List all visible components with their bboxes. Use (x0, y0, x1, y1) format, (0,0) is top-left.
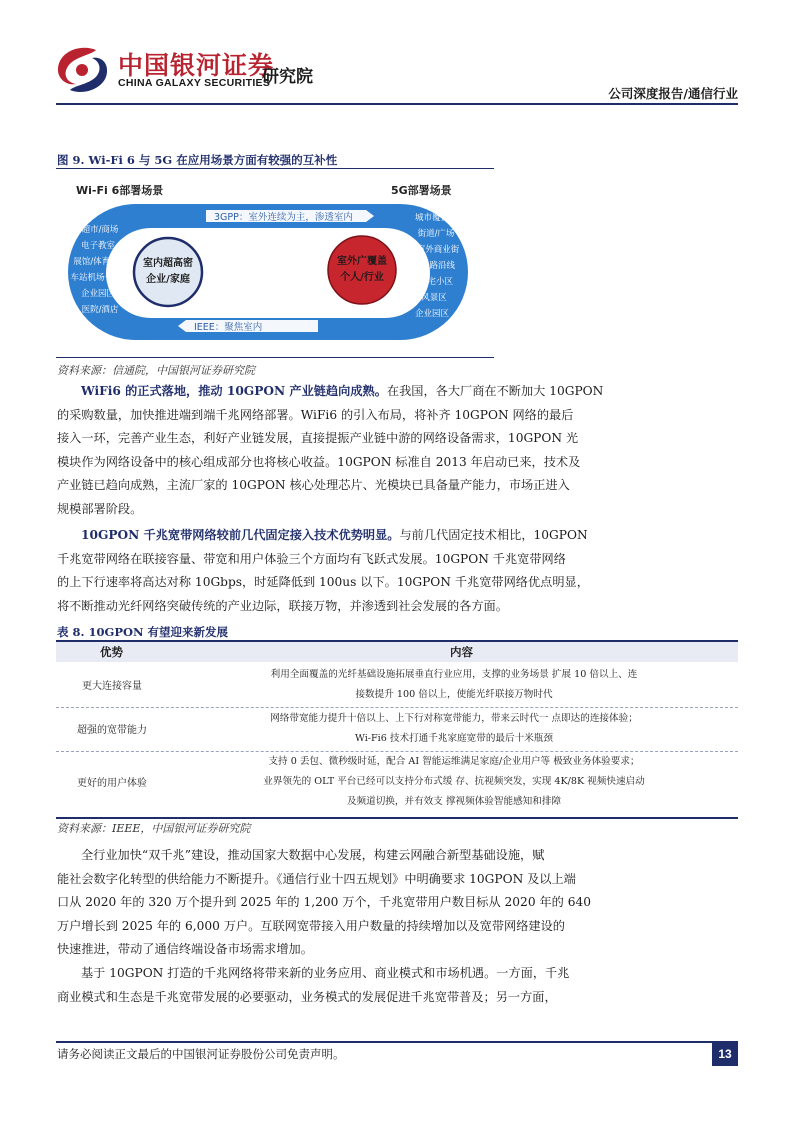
table-row: 更好的用户体验 支持 0 丢包、微秒级时延，配合 AI 智能运维满足家庭/企业用户等 极致业务体验要求； 业界领先的 OLT 平台已经可以支持分布式缓 存、抗视频突发，实现 4K/8K 视频快速启动 及频道切换，并有效支 撑视频体验智能感知和排障 (77, 756, 645, 807)
left-title: Wi-Fi 6部署场景 (76, 184, 164, 197)
right-item: 公路沿线 (420, 261, 456, 271)
right-item: 风景区 (421, 293, 447, 303)
paragraph-10gpon-advantage: 10GPON 千兆宽带网络较前几代固定接入技术优势明显。与前几代固定技术相比，10GPON 千兆宽带网络在联接容量、带宽和用户体验三个方面均有飞跃式发展。10GPON 千兆宽带网络 的上下行速率将高达对称 10Gbps，时延降低到 100us 以下。10GPON 千兆宽带网络优点明显， 将不断推动光纤网络突破传统的产业边际，联接万物，并渗透到社会发展的各方面。 (57, 528, 589, 613)
page-number: 13 (712, 1042, 738, 1066)
left-circle-line1: 室内超高密 (143, 258, 193, 269)
paragraph-dual-gigabit: 全行业加快“双千兆”建设，推动国家大数据中心发展，构建云网融合新型基础设施，赋 能社会数字化转型的供给能力不断提升。《通信行业十四五规划》中明确要求 10GPON 及以上端 口从 2020 年的 320 万个提升到 2025 年的 1,200 万个，千兆宽带用户数目标从 2020 年的 640 万户增长到 2025 年的 6,000 万户。互联网宽带接入用户数量的持续增加以及宽带网络建设的 快速推进，带动了通信终端设备市场需求增加。 (57, 848, 591, 956)
paragraph-wifi6: WiFi6 的正式落地，推动 10GPON 产业链趋向成熟。在我国，各大厂商在不断加大 10GPON 的采购数量，加快推进端到端千兆网络部署。WiFi6 的引入布局，将补齐 10GPON 网络的最后 接入一环，完善产业生态，利好产业链发展，直接提振产业链中游的网络设备需求，10GPON 光 模块作为网络设备中的核心组成部分也将核心收益。10GPON 标准自 2013 年启动已来，技术及 产业链已趋向成熟，主流厂家的 10GPON 核心处理芯片、光模块已具备量产能力，市场正进入 规模部署阶段。 (57, 384, 604, 516)
footer-divider (56, 1041, 738, 1043)
table-header (56, 642, 738, 662)
right-item: 室外商业街 (416, 245, 460, 255)
left-item: 电子教室 (80, 241, 116, 251)
left-item: 展馆/体育馆 (73, 257, 119, 267)
left-circle-line2: 企业/家庭 (146, 274, 190, 285)
bottom-arrow-label: IEEE：聚焦室内 (194, 322, 263, 333)
right-item: 城市覆盖 (414, 213, 450, 223)
header-divider (56, 103, 738, 105)
header-content: 内容 (450, 645, 473, 659)
5g-scene-circle (328, 236, 396, 304)
company-name-en: CHINA GALAXY SECURITIES (118, 77, 271, 89)
table-row: 更大连接容量 利用全面覆盖的光纤基础设施拓展垂直行业应用，支撑的业务场景 扩展 10 倍以上、连 接数提升 100 倍以上，使能光纤联接万物时代 (82, 669, 638, 700)
top-arrow-label: 3GPP：室外连续为主，渗透室内 (214, 212, 353, 223)
institute-label: 研究院 (262, 67, 313, 87)
table-bottom-rule (56, 817, 738, 819)
wifi6-scene-circle (134, 238, 202, 306)
right-item: 街道/广场 (417, 229, 455, 239)
right-title: 5G部署场景 (391, 184, 452, 197)
table-row: 超强的宽带能力 网络带宽能力提升十倍以上、上下行对称宽带能力，带来云时代一 点即达的连接体验； Wi-Fi6 技术打通千兆家庭宽带的最后十米瓶颈 (77, 713, 638, 744)
report-type: 公司深度报告/通信行业 (608, 86, 738, 101)
footer-disclaimer: 请务必阅读正文最后的中国银河证券股份公司免责声明。 (57, 1047, 345, 1061)
wifi6-5g-diagram (56, 170, 496, 358)
figure-bottom-rule (56, 357, 494, 358)
company-name-cn: 中国银河证券 (118, 51, 275, 80)
paragraph-business-model: 基于 10GPON 打造的千兆网络将带来新的业务应用、商业模式和市场机遇。一方面，千兆 商业模式和生态是千兆宽带发展的必要驱动，业务模式的发展促进千兆宽带普及；另一方面， (57, 966, 570, 1004)
left-item: 车站机场仓储 (70, 273, 122, 283)
left-item: 医院/酒店 (81, 305, 119, 315)
table-source: 资料来源：IEEE，中国银河证券研究院 (57, 822, 251, 835)
paragraph-lead: WiFi6 的正式落地，推动 10GPON 产业链趋向成熟。 (81, 384, 387, 398)
left-item: 超市/商场 (81, 225, 119, 235)
right-circle-line2: 个人/行业 (340, 272, 384, 283)
figure-top-rule (56, 168, 494, 169)
figure-caption: 图 9. Wi-Fi 6 与 5G 在应用场景方面有较强的互补性 (57, 153, 338, 167)
table-caption: 表 8. 10GPON 有望迎来新发展 (57, 625, 229, 639)
left-item: 企业园区 (80, 289, 116, 299)
galaxy-logo-icon (52, 44, 112, 96)
paragraph-lead: 10GPON 千兆宽带网络较前几代固定接入技术优势明显。 (81, 528, 400, 542)
right-item: 企业园区 (414, 309, 450, 319)
right-circle-line1: 室外广覆盖 (337, 256, 387, 267)
header-advantage: 优势 (100, 645, 123, 659)
figure-source: 资料来源：信通院，中国银河证券研究院 (57, 364, 255, 377)
right-item: 住宅小区 (418, 277, 454, 287)
